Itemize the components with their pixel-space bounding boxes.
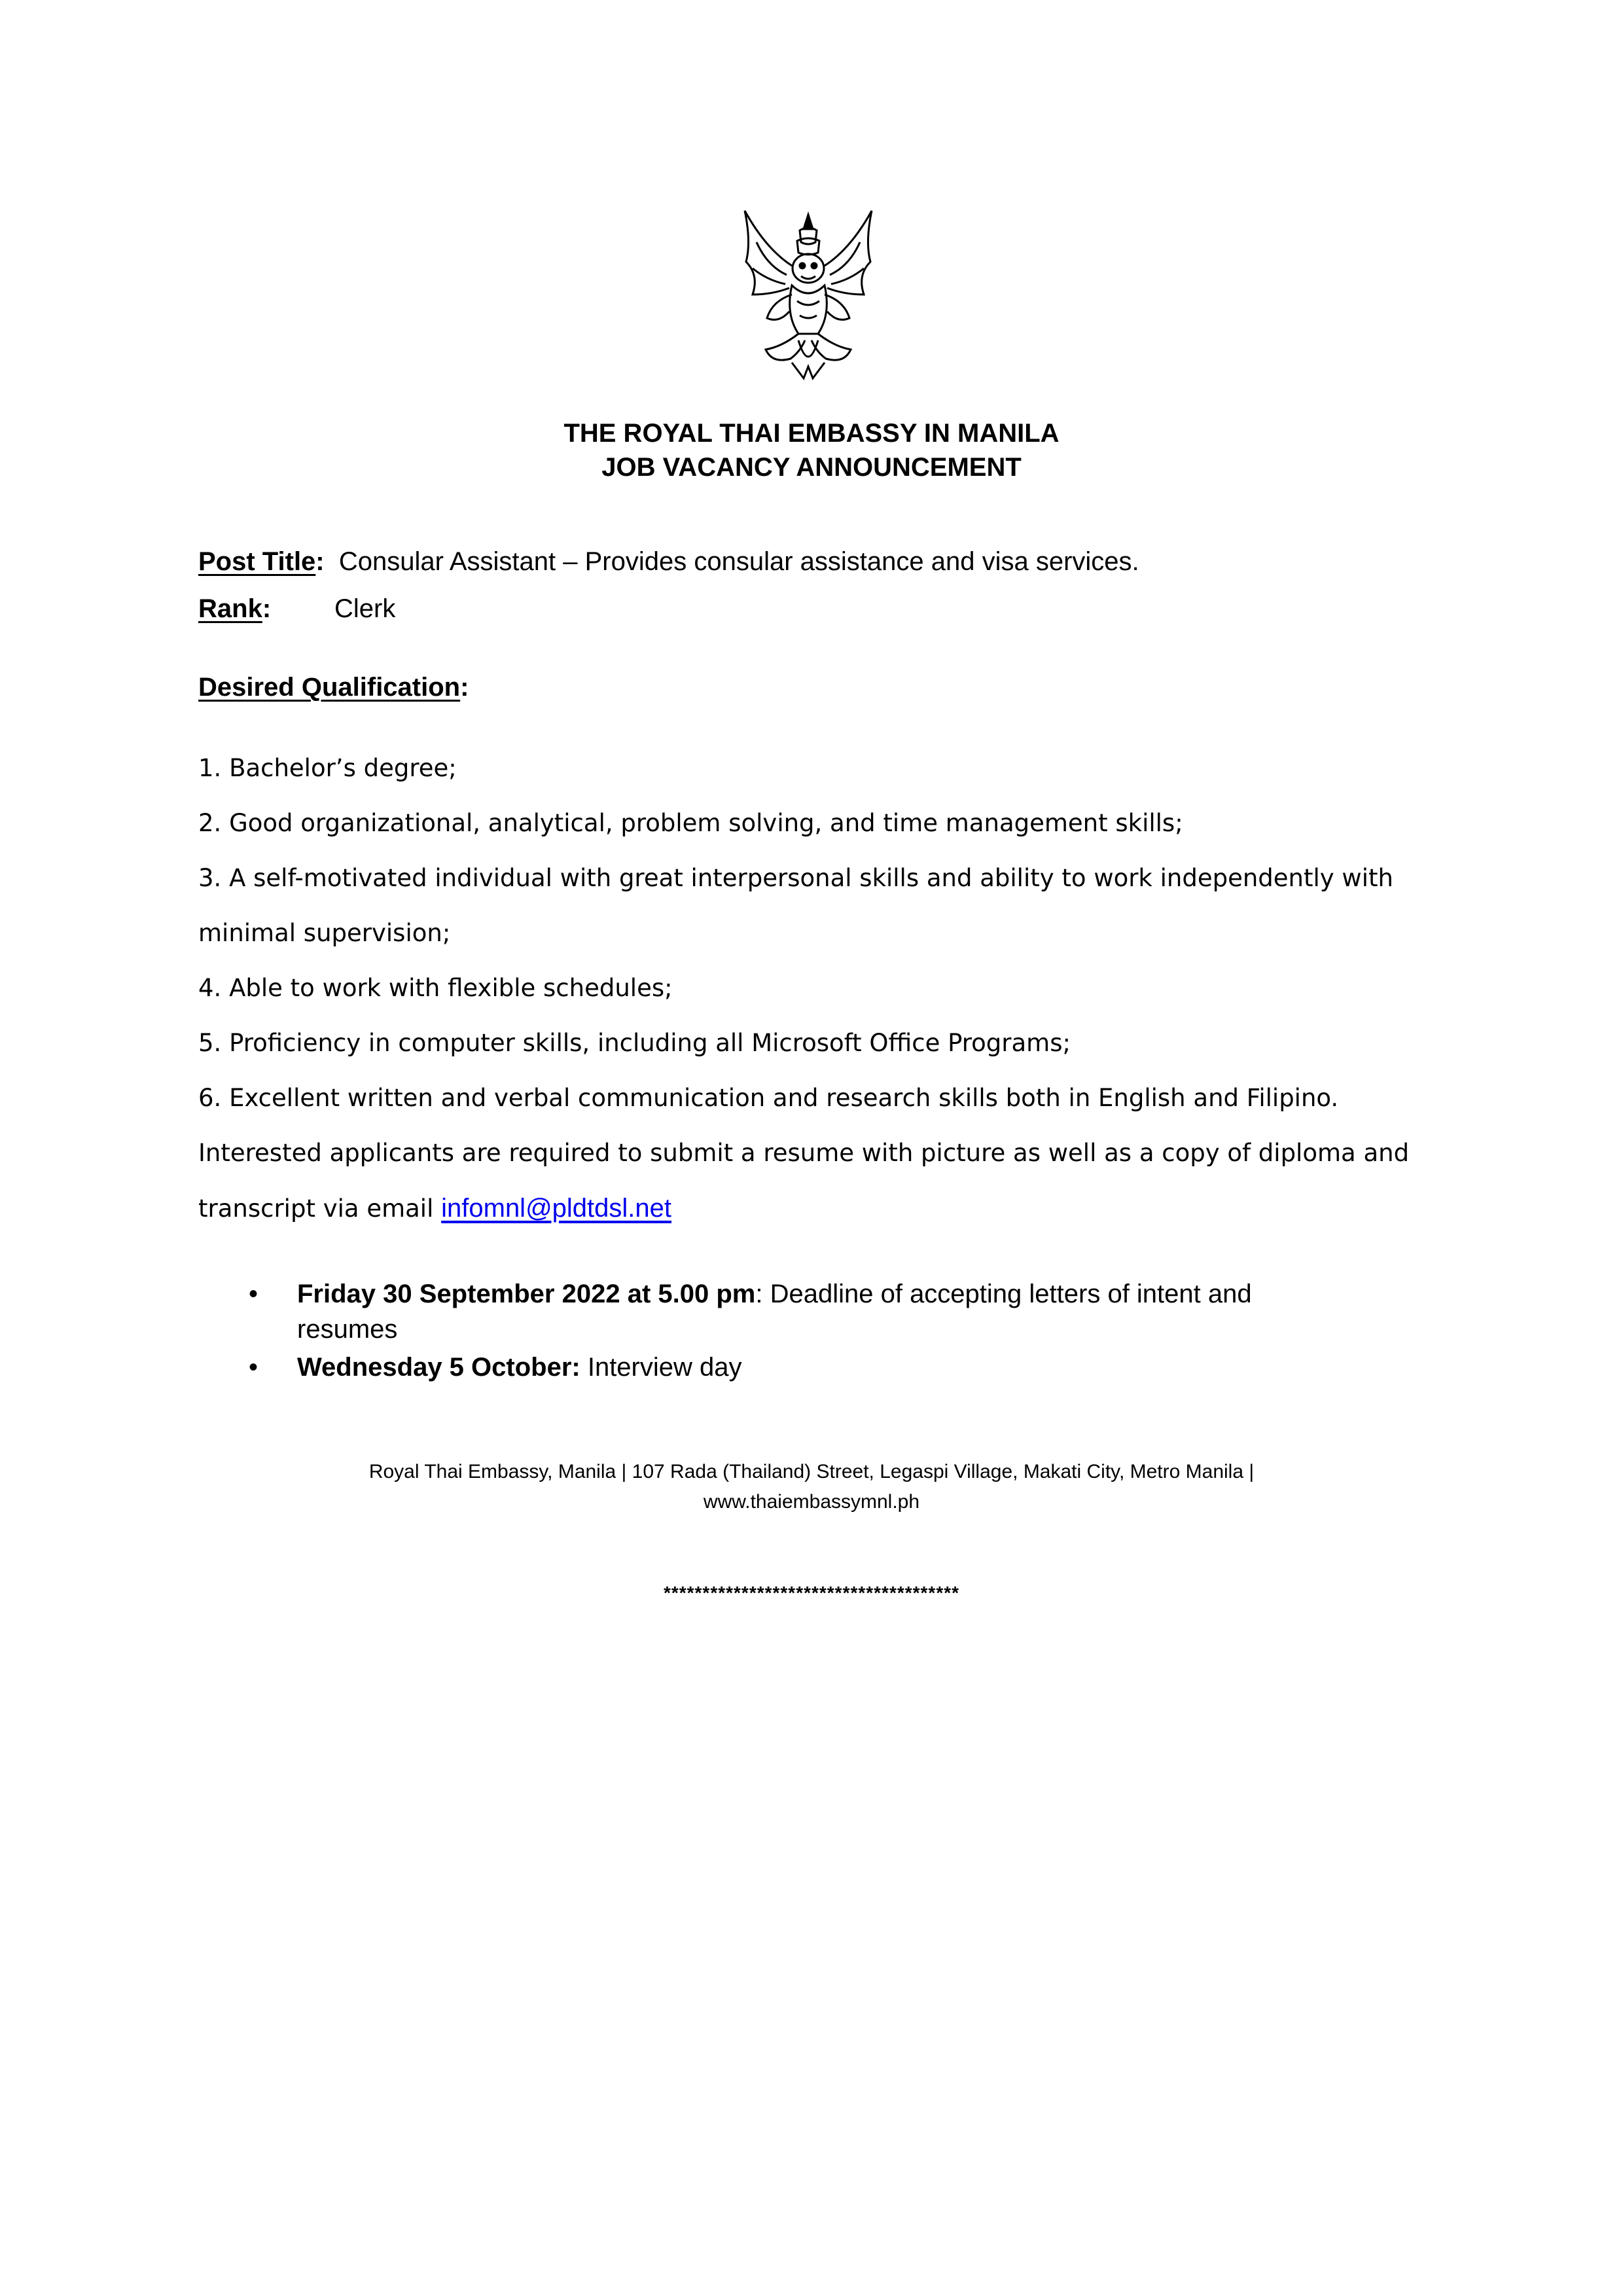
post-title-label: Post Title [198,547,316,576]
email-link[interactable]: infomnl@pldtdsl.net [441,1194,672,1223]
embassy-address-footer [0,1457,1623,1517]
list-item-deadline [243,1276,1356,1347]
separator-stars: ************************************** [663,1583,960,1603]
qualification-item: 5. Proficiency in computer skills, including all Microsoft Office Programs; [198,1029,1071,1057]
garuda-emblem-icon [726,203,890,386]
qualification-item: 3. A self-motivated individual with great interpersonal skills and ability to work independently with minimal supervision; [198,864,1393,947]
deadline-date: Friday 30 September 2022 at 5.00 pm [297,1280,756,1308]
rank-field: Rank: Clerk [198,592,271,626]
qualification-heading-label: Desired Qualification [198,673,461,702]
qualification-item: 2. Good organizational, analytical, problem solving, and time management skills; [198,809,1183,837]
document-header [0,416,1623,484]
post-title-value: Consular Assistant – Provides consular assistance and visa services. [338,547,1139,576]
qualification-heading: Desired Qualification: [198,673,469,702]
qualification-list [198,741,1442,1236]
list-item-interview [243,1350,1356,1385]
footer-address: Royal Thai Embassy, Manila | 107 Rada (Thailand) Street, Legaspi Village, Makati City, Metro Manila | [368,1461,1255,1482]
header-line-announcement: JOB VACANCY ANNOUNCEMENT [601,453,1022,482]
footer-website: www.thaiembassymnl.ph [703,1491,920,1513]
application-text: Interested applicants are required to submit a resume with picture as well as a copy of diploma and transcript via email [198,1139,1410,1223]
qualification-item: 4. Able to work with flexible schedules; [198,974,673,1002]
header-line-embassy: THE ROYAL THAI EMBASSY IN MANILA [563,419,1060,448]
bullet-icon: • [249,1280,259,1308]
application-instructions [198,1126,1442,1236]
interview-description: Interview day [580,1353,742,1382]
rank-label: Rank [198,594,262,623]
deadline-description: : Deadline of accepting letters of intent and resumes [297,1280,1252,1344]
post-title-field: Post Title: Consular Assistant – Provides consular assistance and visa services. [198,547,1139,576]
qualification-item: 6. Excellent written and verbal communication and research skills both in English and Filipino. [198,1084,1339,1112]
interview-date: Wednesday 5 October: [297,1353,580,1382]
rank-value: Clerk [334,594,396,623]
qualification-item: 1. Bachelor’s degree; [198,754,457,782]
bullet-icon: • [249,1353,259,1382]
important-dates-list [243,1276,1356,1388]
